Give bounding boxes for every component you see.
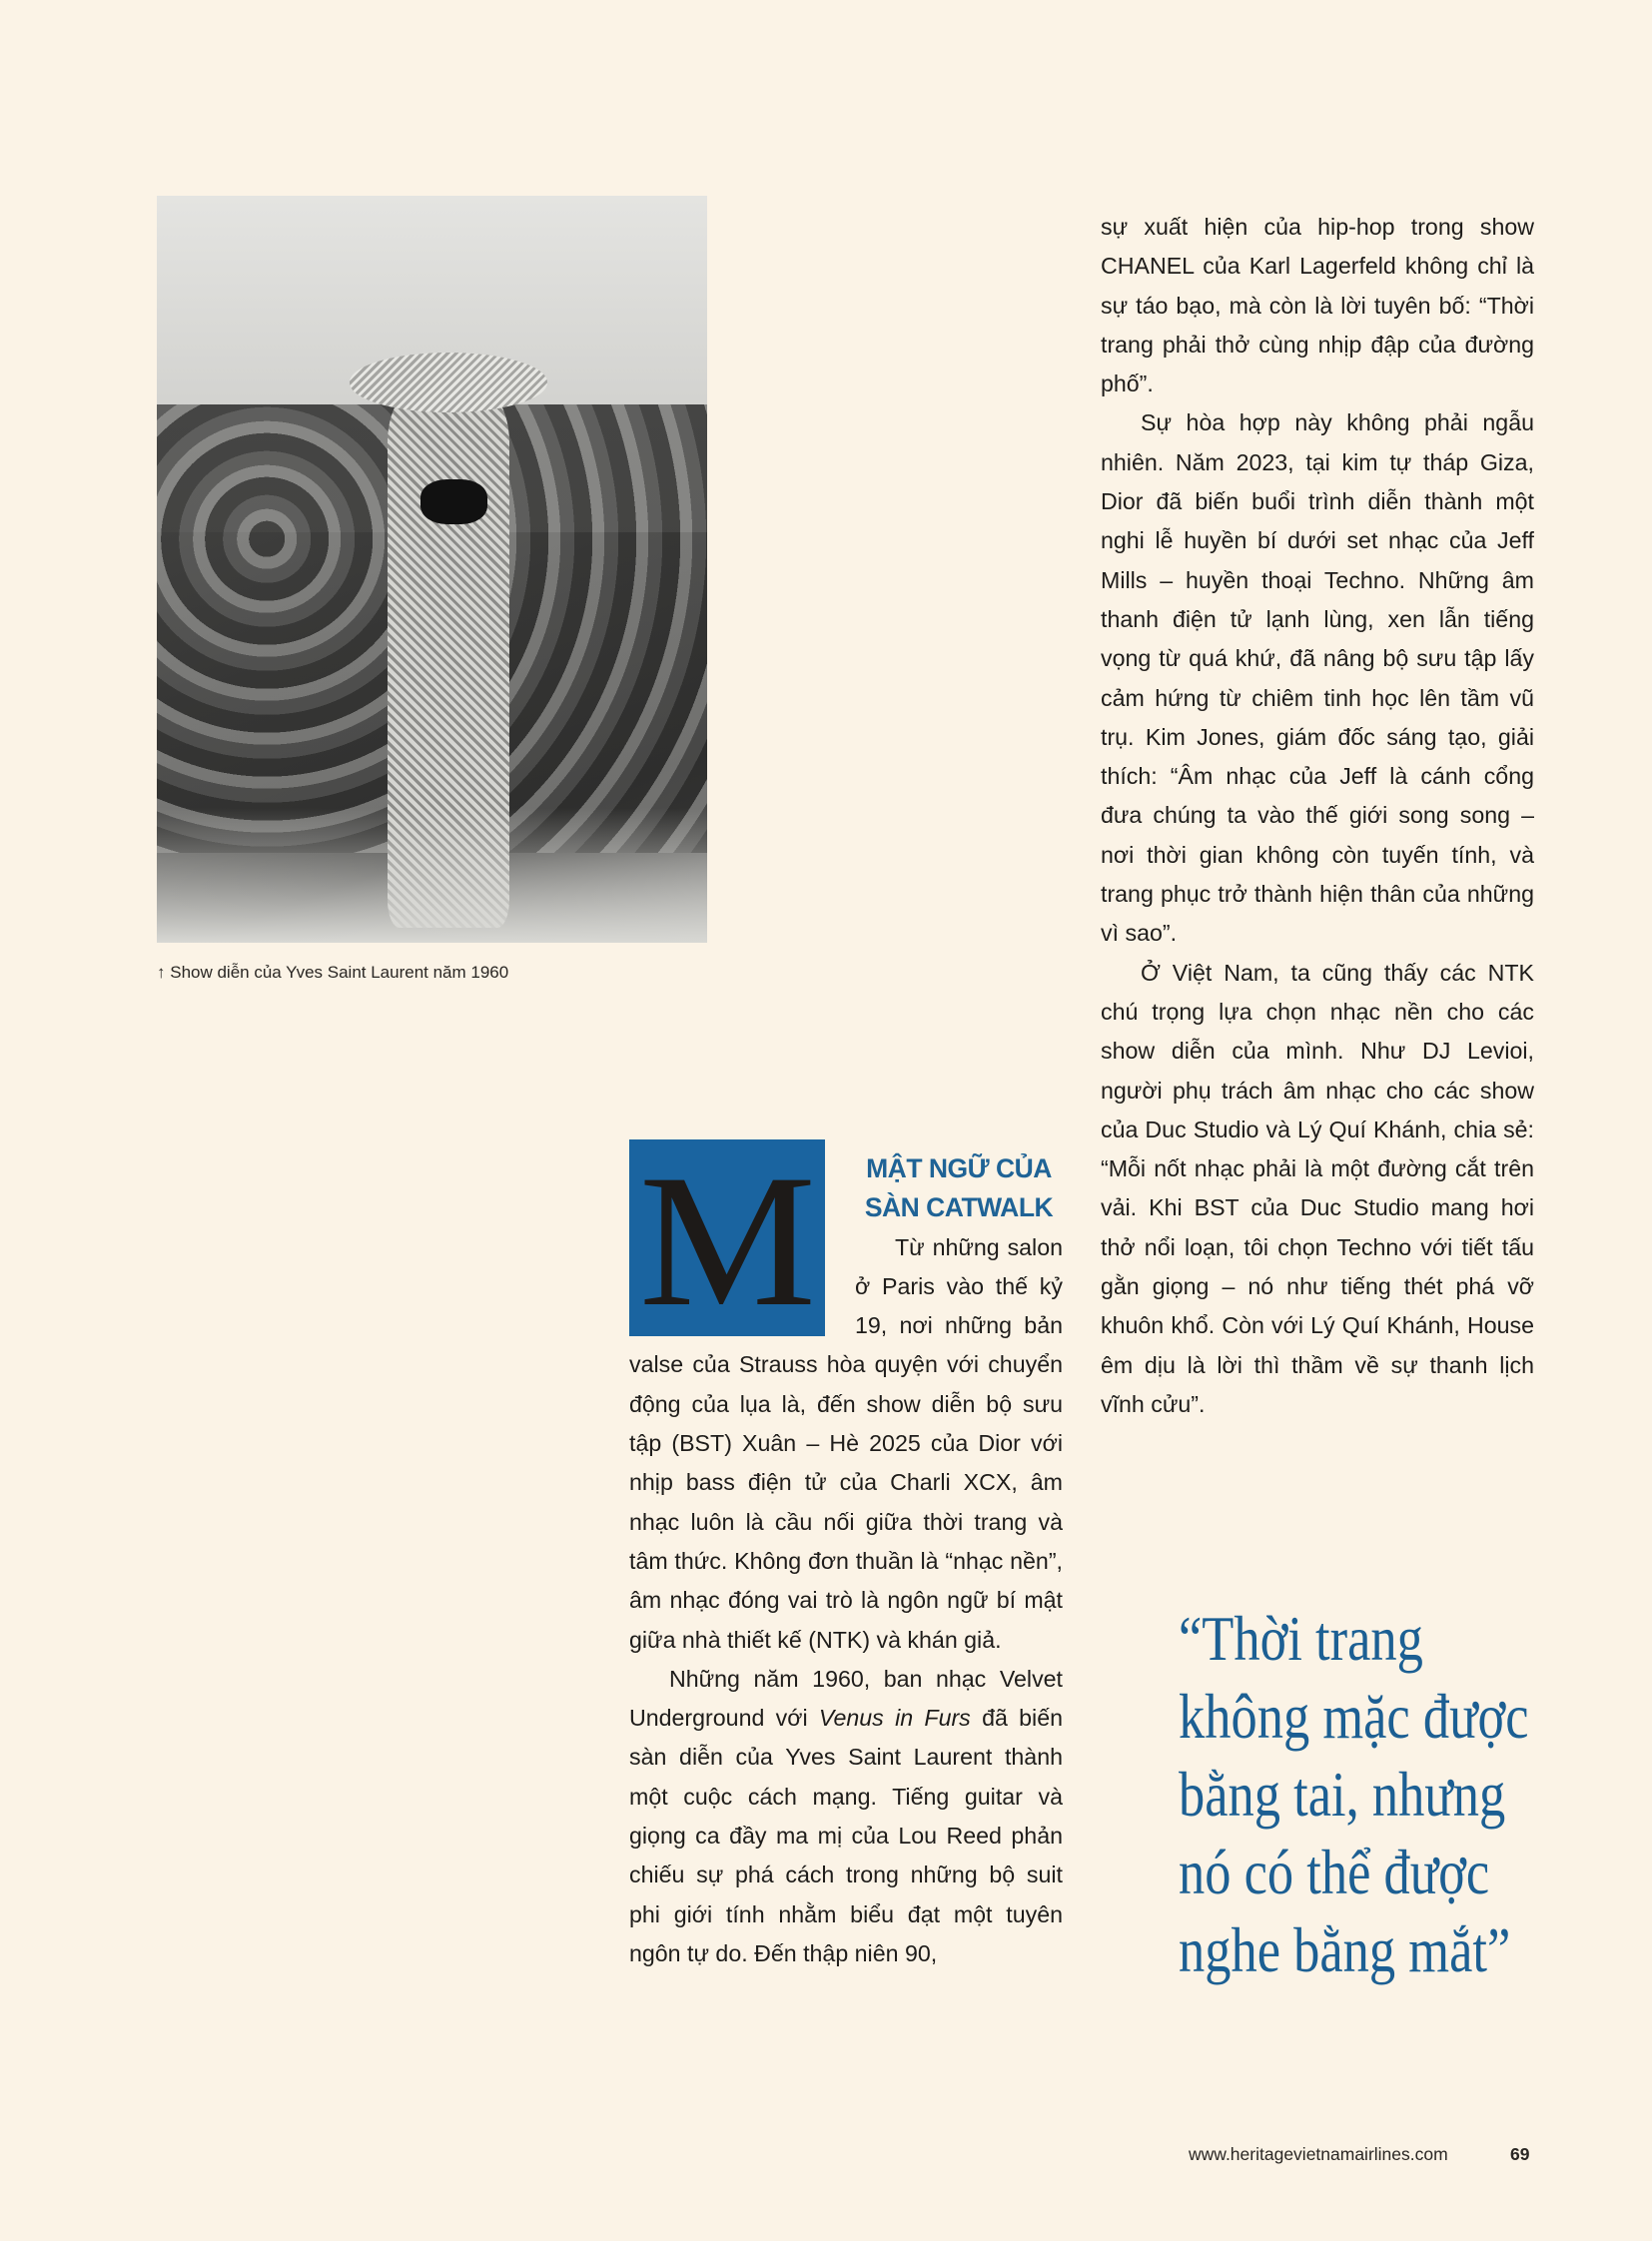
pull-quote-line: nghe bằng mắt” [1179, 1914, 1511, 1985]
body-paragraph: Ở Việt Nam, ta cũng thấy các NTK chú trọng lựa chọn nhạc nền cho các show diễn của mình. Như DJ Levioi, người phụ trách âm nhạc cho các show của Duc Studio và Lý Quí Khánh, chia sẻ: “Mỗi nốt nhạc phải là một đường cắt trên vải. Khi BST của Duc Studio mang hơi thở nổi loạn, tôi chọn Techno với tiết tấu gằn giọng – nó như tiếng thét phá vỡ khuôn khổ. Còn với Lý Quí Khánh, House êm dịu là lời thì thầm về sự thanh lịch vĩnh cửu”. [1101, 959, 1534, 1417]
pull-quote-line: không mặc được [1179, 1681, 1529, 1752]
fashion-show-photo [157, 196, 707, 943]
left-column [629, 1135, 1063, 1973]
right-column [1101, 208, 1534, 1424]
footer-url[interactable]: www.heritagevietnamairlines.com [1189, 2144, 1448, 2164]
page-number: 69 [1510, 2144, 1530, 2164]
body-paragraph: Sự hòa hợp này không phải ngẫu nhiên. Năm 2023, tại kim tự tháp Giza, Dior đã biến buổi trình diễn thành một nghi lễ huyền bí dưới set nhạc của Jeff Mills – huyền thoại Techno. Những âm thanh điện tử lạnh lùng, xen lẫn tiếng vọng từ quá khứ, đã nâng bộ sưu tập lấy cảm hứng từ chiêm tinh học lên tầm vũ trụ. Kim Jones, giám đốc sáng tạo, giải thích: “Âm nhạc của Jeff là cánh cổng đưa chúng ta vào thế giới song song – nơi thời gian không còn tuyến tính, và trang phục trở thành hiện thân của những vì sao”. [1101, 409, 1534, 947]
pull-quote [1179, 1600, 1555, 1989]
pull-quote-line: bằng tai, nhưng [1179, 1759, 1506, 1830]
arrow-up-icon: ↑ [157, 963, 166, 982]
pull-quote-line: nó có thể được [1179, 1837, 1490, 1907]
section-heading: MẬT NGỮ CỦA SÀN CATWALK [864, 1153, 1054, 1223]
song-title: Venus in Furs [818, 1705, 971, 1732]
photo-floor [157, 808, 707, 943]
text-run: đã biến sàn diễn của Yves Saint Laurent thành một cuộc cách mạng. Tiếng guitar và giọng ca đầy ma mị của Lou Reed phản chiếu sự phá cách trong những bộ suit phi giới tính nhằm biểu đạt một tuyên ngôn tự do. Đến thập niên 90, [629, 1705, 1063, 1966]
body-paragraph [629, 1660, 1063, 1973]
photo-caption [157, 963, 508, 983]
body-paragraph: sự xuất hiện của hip-hop trong show CHANEL của Karl Lagerfeld không chỉ là sự táo bạo, mà còn là lời tuyên bố: “Thời trang phải thở cùng nhịp đập của đường phố”. [1101, 214, 1534, 397]
caption-text: Show diễn của Yves Saint Laurent năm 1960 [170, 963, 509, 982]
text-run: Những năm 1960, ban nhạc Velvet Underground với [629, 1665, 1063, 1732]
photo-bow [420, 479, 486, 524]
dropcap-box [629, 1135, 825, 1346]
body-paragraph: Từ những salon ở Paris vào thế kỷ 19, nơi những bản valse của Strauss hòa quyện với chuyển động của lụa là, đến show diễn bộ sưu tập (BST) Xuân – Hè 2025 của Dior với nhịp bass điện tử của Charli XCX, âm nhạc luôn là cầu nối giữa thời trang và tâm thức. Không đơn thuần là “nhạc nền”, âm nhạc đóng vai trò là ngôn ngữ bí mật giữa nhà thiết kế (NTK) và khán giả. [629, 1233, 1063, 1653]
pull-quote-line: “Thời trang [1179, 1603, 1423, 1674]
dropcap-letter: M [638, 1135, 816, 1346]
photo-hat [350, 353, 547, 412]
